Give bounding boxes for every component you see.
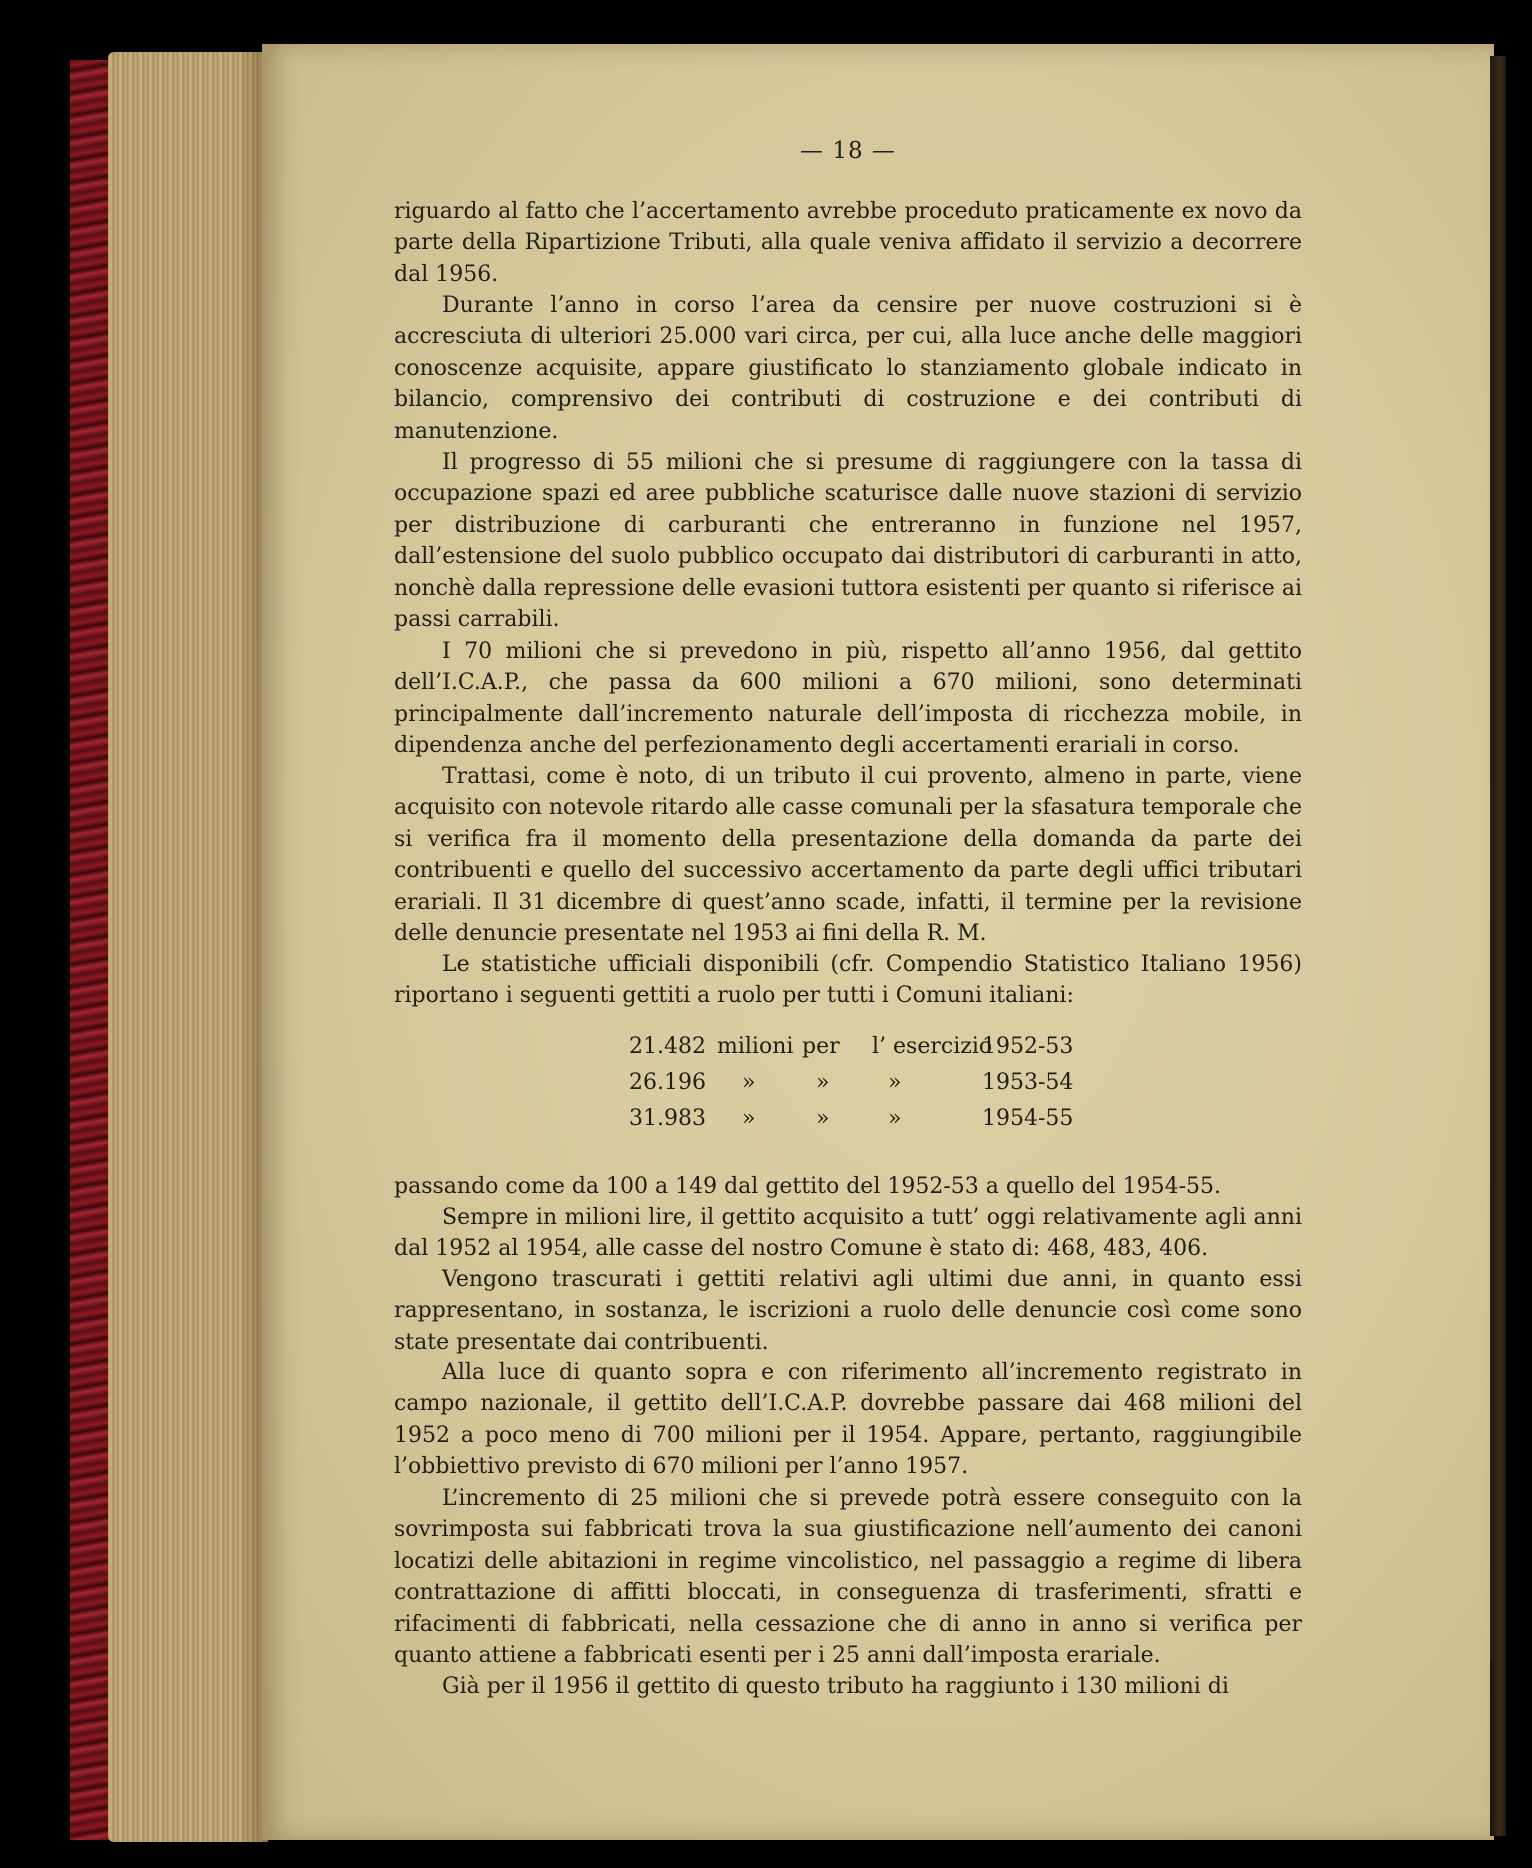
table-cell-amount: 21.482 <box>629 1034 706 1059</box>
paragraph-9: Vengono trascurati i gettiti relativi agli ultimi due anni, in quanto essi rappresentano, in sostanza, le iscrizioni a ruolo delle denuncie così come sono state presentate dai contribuenti. <box>394 1267 1302 1355</box>
table-cell-year: 1952-53 <box>982 1034 1074 1059</box>
table-cell-ditto: » <box>888 1106 902 1131</box>
paragraph-5: Trattasi, come è noto, di un tributo il cui provento, almeno in parte, viene acquisito con notevole ritardo alle casse comunali per la sfasatura temporale che si verifica fra il momento della presentazione della domanda da parte dei contribuenti e quello del successivo accertamento da parte degli uffici tributari erariali. Il 31 dicembre di quest’anno scade, infatti, il termine per la revisione delle denuncie presentate nel 1953 ai fini della R. M. <box>394 764 1302 947</box>
page-stack-edge <box>108 52 268 1842</box>
paragraph-6: Le statistiche ufficiali disponibili (cfr. Compendio Statistico Italiano 1956) riportano i seguenti gettiti a ruolo per tutti i Comuni italiani: <box>394 952 1302 1009</box>
revenue-table <box>622 1034 1182 1142</box>
table-row <box>622 1106 1182 1142</box>
paragraph-4: I 70 milioni che si prevedono in più, rispetto all’anno 1956, dal gettito dell’I.C.A.P., che passa da 600 milioni a 670 milioni, sono determinati principalmente dall’incremento naturale dell’imposta di ricchezza mobile, in dipendenza anche del perfezionamento degli accertamenti erariali in corso. <box>394 639 1302 759</box>
paragraph-7: passando come da 100 a 149 dal gettito del 1952-53 a quello del 1954-55. <box>394 1174 1221 1199</box>
table-cell-year: 1954-55 <box>982 1106 1074 1131</box>
table-cell-ditto: » <box>742 1106 756 1131</box>
table-cell-ditto: » <box>742 1070 756 1095</box>
paragraph-11: L’incremento di 25 milioni che si prevede potrà essere conseguito con la sovrimposta sui fabbricati trova la sua giustificazione nell’aumento dei canoni locatizi delle abitazioni in regime vincolistico, nel passaggio a regime di libera contrattazione di affitti bloccati, in conseguenza di trasferimenti, sfratti e rifacimenti di fabbricati, nella cessazione che di anno in anno si verifica per quanto attiene a fabbricati esenti per i 25 anni dall’imposta erariale. <box>394 1486 1302 1669</box>
table-cell-ditto: » <box>888 1070 902 1095</box>
book-cover-edge <box>70 60 112 1840</box>
paragraph-8: Sempre in milioni lire, il gettito acquisito a tutt’ oggi relativamente agli anni dal 1952 al 1954, alle casse del nostro Comune è stato di: 468, 483, 406. <box>394 1205 1302 1262</box>
table-cell-ditto: » <box>816 1106 830 1131</box>
page-number: — 18 — <box>800 138 896 164</box>
facing-page-edge <box>1490 56 1506 1836</box>
paragraph-2: Durante l’anno in corso l’area da censire per nuove costruzioni si è accresciuta di ulteriori 25.000 vari circa, per cui, alla luce anche delle maggiori conoscenze acquisite, appare giustificato lo stanziamento globale indicato in bilancio, comprensivo dei contributi di costruzione e dei contributi di manutenzione. <box>394 293 1302 444</box>
table-cell-amount: 26.196 <box>629 1070 706 1095</box>
paragraph-3: Il progresso di 55 milioni che si presume di raggiungere con la tassa di occupazione spazi ed aree pubbliche scaturisce dalle nuove stazioni di servizio per distribuzione di carburanti che entreranno in funzione nel 1957, dall’estensione del suolo pubblico occupato dai distributori di carburanti in atto, nonchè dalla repressione delle evasioni tuttora esistenti per quanto si riferisce ai passi carrabili. <box>394 450 1302 633</box>
paragraph-10: Alla luce di quanto sopra e con riferimento all’incremento registrato in campo nazionale, il gettito dell’I.C.A.P. dovrebbe passare dai 468 milioni del 1952 a poco meno di 700 milioni per il 1954. Appare, pertanto, raggiungibile l’obbiettivo previsto di 670 milioni per l’anno 1957. <box>394 1360 1302 1480</box>
table-cell-year: 1953-54 <box>982 1070 1074 1095</box>
paragraph-1: riguardo al fatto che l’accertamento avrebbe proceduto praticamente ex novo da parte della Ripartizione Tributi, alla quale veniva affidato il servizio a decorrere dal 1956. <box>394 199 1302 287</box>
table-cell-unit: milioni <box>717 1034 794 1059</box>
table-cell-ditto: » <box>816 1070 830 1095</box>
table-row <box>622 1034 1182 1070</box>
table-row <box>622 1070 1182 1106</box>
table-cell-amount: 31.983 <box>629 1106 706 1131</box>
table-cell-esercizio: l’ esercizio <box>872 1034 993 1059</box>
table-cell-per: per <box>802 1034 840 1059</box>
paragraph-12: Già per il 1956 il gettito di questo tributo ha raggiunto i 130 milioni di <box>442 1674 1229 1699</box>
gutter-rule <box>1490 60 1492 1660</box>
